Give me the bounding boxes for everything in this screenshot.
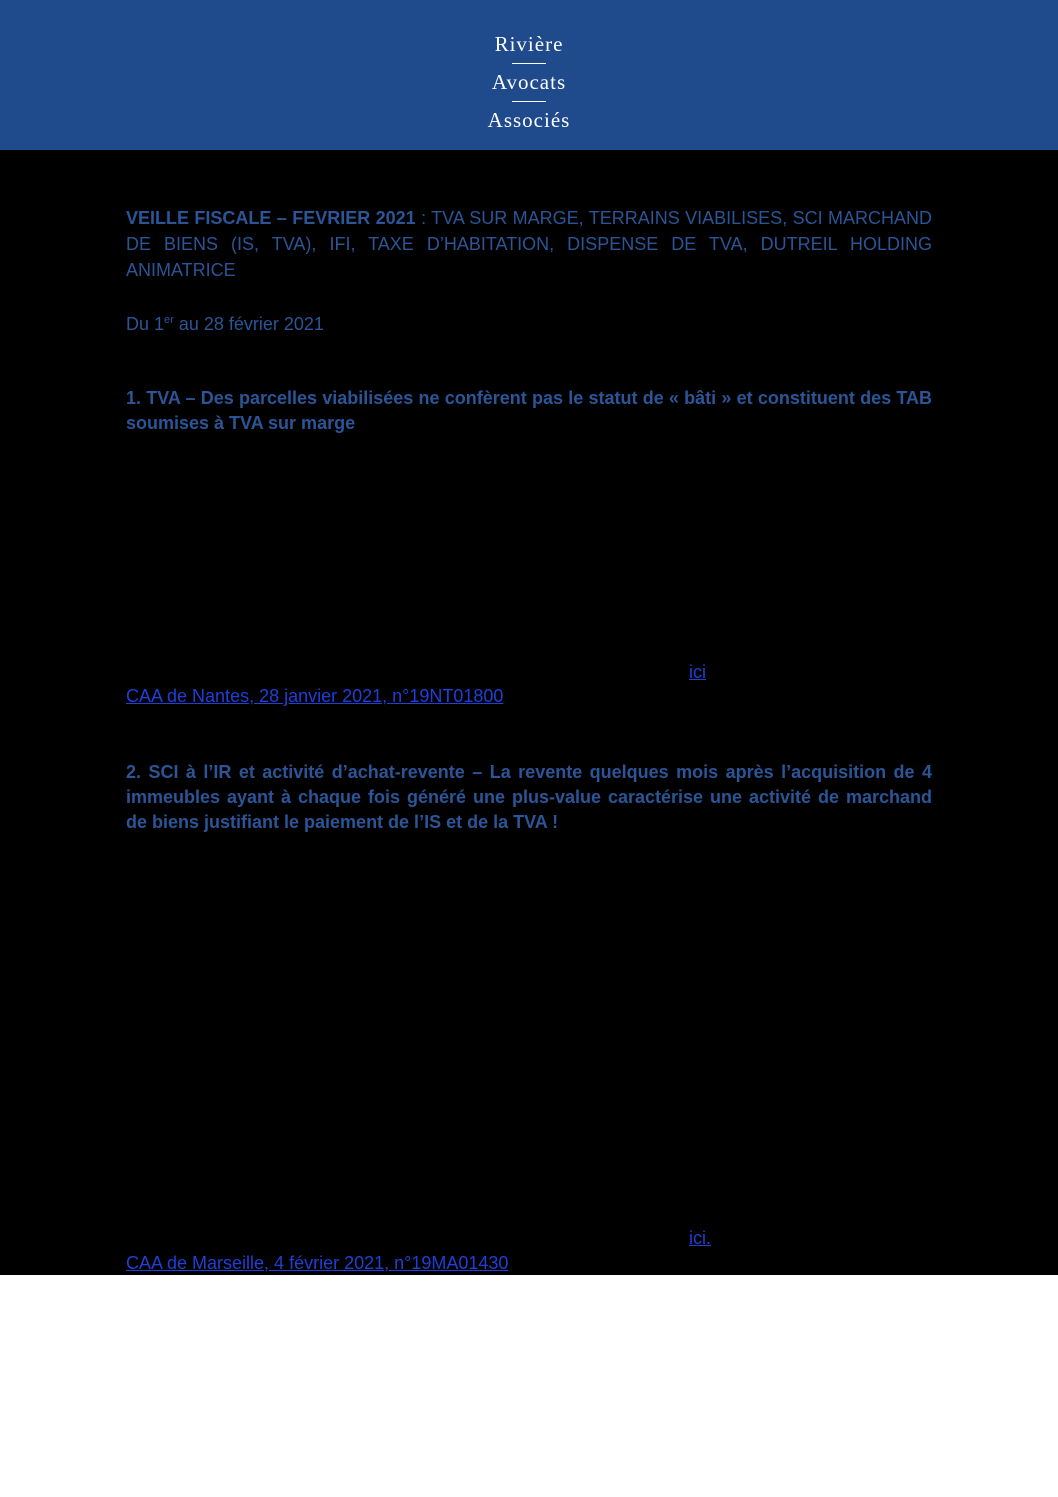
logo-line-1: Rivière [494, 32, 564, 56]
section-1-ici-link[interactable]: ici [689, 662, 706, 682]
section-2-ici-link[interactable]: ici. [689, 1228, 711, 1248]
logo-line-3: Associés [487, 108, 571, 132]
title-separator: : [415, 208, 432, 228]
logo-divider [512, 63, 546, 64]
date-range [126, 308, 932, 336]
date-suffix: au 28 février 2021 [173, 314, 324, 334]
section-2-heading: 2. SCI à l’IR et activité d’achat-revente – La revente quelques mois après l’acquisition de 4 immeubles ayant à chaque fois généré une plus-value caractérise une activité de marchand de biens justifiant le paiement de l’IS et de la TVA ! [126, 762, 932, 832]
section-2-source-link[interactable]: CAA de Marseille, 4 février 2021, n°19MA01430 [126, 1253, 509, 1273]
title-bold-prefix: VEILLE FISCALE – FEVRIER 2021 [126, 208, 416, 228]
logo-divider [512, 101, 546, 102]
date-superscript: er [164, 314, 174, 326]
section-1-heading: 1. TVA – Des parcelles viabilisées ne confèrent pas le statut de « bâti » et constituent des TAB soumises à TVA sur marge [126, 388, 932, 433]
firm-logo [0, 32, 1058, 132]
document-title [126, 205, 932, 283]
logo-line-2: Avocats [491, 70, 567, 94]
date-prefix: Du 1 [126, 314, 165, 334]
title-rest: TVA SUR MARGE, TERRAINS VIABILISES, SCI MARCHAND DE BIENS (IS, TVA), IFI, TAXE D’HABITATION, DISPENSE DE TVA, DUTREIL HOLDING ANIMATRICE [126, 208, 932, 280]
section-1-source-link[interactable]: CAA de Nantes, 28 janvier 2021, n°19NT01800 [126, 686, 504, 706]
